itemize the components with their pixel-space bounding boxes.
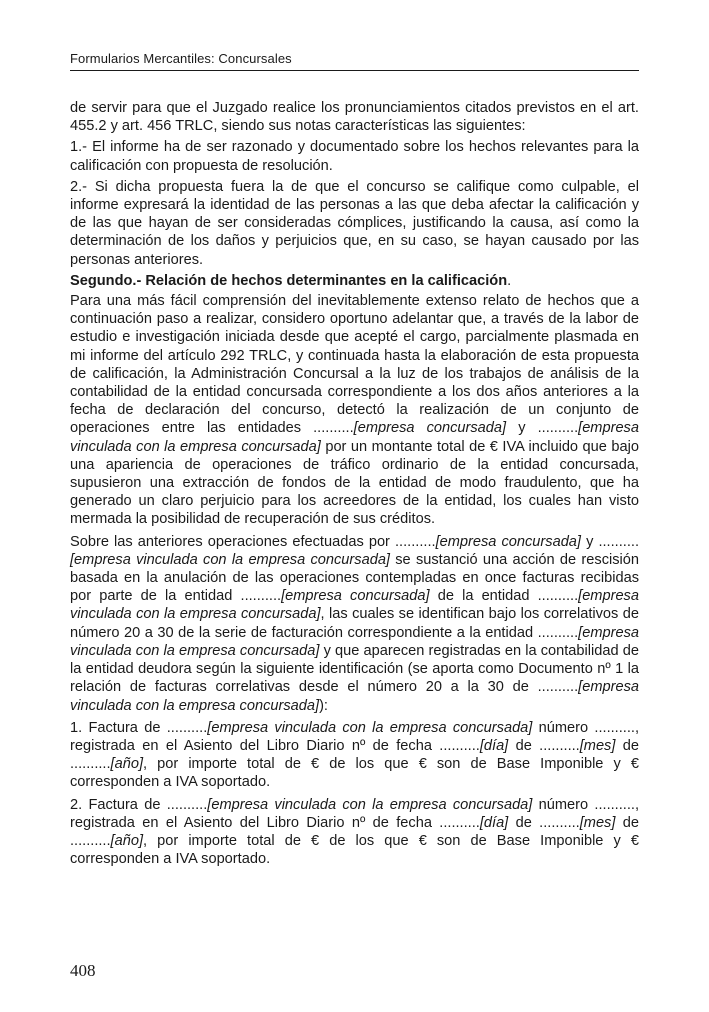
- placeholder-text: [año]: [110, 832, 144, 849]
- section-heading-period: .: [507, 272, 512, 289]
- placeholder-text: [mes]: [579, 737, 616, 754]
- placeholder-text: [día]: [479, 737, 509, 754]
- paragraph-point-1: 1.- El informe ha de ser razonado y documentado sobre los hechos relevantes para la calificación con propuesta de resolución.: [70, 139, 639, 174]
- header-rule: [70, 70, 639, 71]
- paragraph-point-2: 2.- Si dicha propuesta fuera la de que el concurso se califique como culpable, el informe expresará la identidad de las personas a las que deba afectar la calificación y de las que hayan de ser consideradas cómplices, justificando la causa, así como la determinación de los daños y perjuicios que, en su caso, se hayan causado por las personas anteriores.: [70, 178, 639, 268]
- placeholder-text: [empresa vinculada con la empresa concursada]: [70, 551, 390, 568]
- placeholder-text: [mes]: [579, 814, 616, 831]
- paragraph-intro: de servir para que el Juzgado realice los pronunciamientos citados previstos en el art. 455.2 y art. 456 TRLC, siendo sus notas características las siguientes:: [70, 100, 639, 135]
- placeholder-text: [día]: [479, 814, 509, 831]
- page-body: [70, 99, 639, 872]
- placeholder-text: [empresa vinculada con la empresa concursada]: [207, 796, 533, 813]
- paragraph-facts: Para una más fácil comprensión del inevitablemente extenso relato de hechos que a continuación paso a realizar, considero oportuno adelantar que, a través de la labor de estudio e investigación iniciada desde que acepté el cargo, parcialmente plasmada en mi informe del artículo 292 TRLC, y continuada hasta la elaboración de esta propuesta de calificación, la Administración Concursal a la luz de los trabajos de análisis de la contabilidad de la entidad concursada correspondiente a los dos años anteriores a la fecha de declaración del concurso, detectó la realización de un conjunto de operaciones entre las entidades ..........[empresa concursada] y ..........[empresa vinculada con la empresa concursada] por un montante total de € IVA incluido que bajo una apariencia de operaciones de tráfico ordinario de la entidad concursada, supusieron una extracción de fondos de la entidad de modo fraudulento, que ha generado un claro perjuicio para los acreedores de la entidad, los cuales han visto mermada la posibilidad de recuperación de sus créditos.: [70, 293, 639, 528]
- placeholder-text: [empresa concursada]: [435, 533, 581, 550]
- paragraph-rescission: Sobre las anteriores operaciones efectuadas por ..........[empresa concursada] y ..........[empresa vinculada con la empresa concursada] se sustanció una acción de rescisión basada en la anulación de las operaciones contempladas en once facturas recibidas por parte de la entidad ..........[empresa concursada] de la entidad ..........[empresa vinculada con la empresa concursada], las cuales se identifican bajo los correlativos de número 20 a 30 de la serie de facturación correspondiente a la entidad ..........[empresa vinculada con la empresa concursada] y que aparecen registradas en la contabilidad de la entidad deudora según la siguiente identificación (se aporta como Documento nº 1 la relación de facturas correlativas desde el número 20 a la 30 de ..........[empresa vinculada con la empresa concursada]):: [70, 533, 640, 714]
- placeholder-text: [empresa vinculada con la empresa concursada]: [70, 624, 639, 659]
- section-heading: [70, 272, 639, 290]
- placeholder-text: [empresa concursada]: [281, 588, 430, 605]
- placeholder-text: [año]: [110, 756, 144, 773]
- invoice-item-1: 1. Factura de ..........[empresa vinculada con la empresa concursada] número .........., registrada en el Asiento del Libro Diario nº de fecha ..........[día] de ..........[mes] de ..........[año], por importe total de € de los que € son de Base Imponible y € corresponden a IVA soportado.: [70, 719, 640, 791]
- placeholder-text: [empresa concursada]: [353, 420, 507, 437]
- running-header: Formularios Mercantiles: Concursales: [70, 51, 292, 66]
- page-number: 408: [70, 961, 96, 980]
- invoice-item-2: 2. Factura de ..........[empresa vinculada con la empresa concursada] número .........., registrada en el Asiento del Libro Diario nº de fecha ..........[día] de ..........[mes] de ..........[año], por importe total de € de los que € son de Base Imponible y € corresponden a IVA soportado.: [70, 796, 640, 868]
- placeholder-text: [empresa vinculada con la empresa concursada]: [70, 420, 639, 455]
- placeholder-text: [empresa vinculada con la empresa concursada]: [207, 719, 533, 736]
- placeholder-text: [empresa vinculada con la empresa concursada]: [70, 588, 639, 623]
- placeholder-text: [empresa vinculada con la empresa concursada]: [70, 679, 639, 714]
- section-heading-text: Segundo.- Relación de hechos determinantes en la calificación: [70, 272, 508, 289]
